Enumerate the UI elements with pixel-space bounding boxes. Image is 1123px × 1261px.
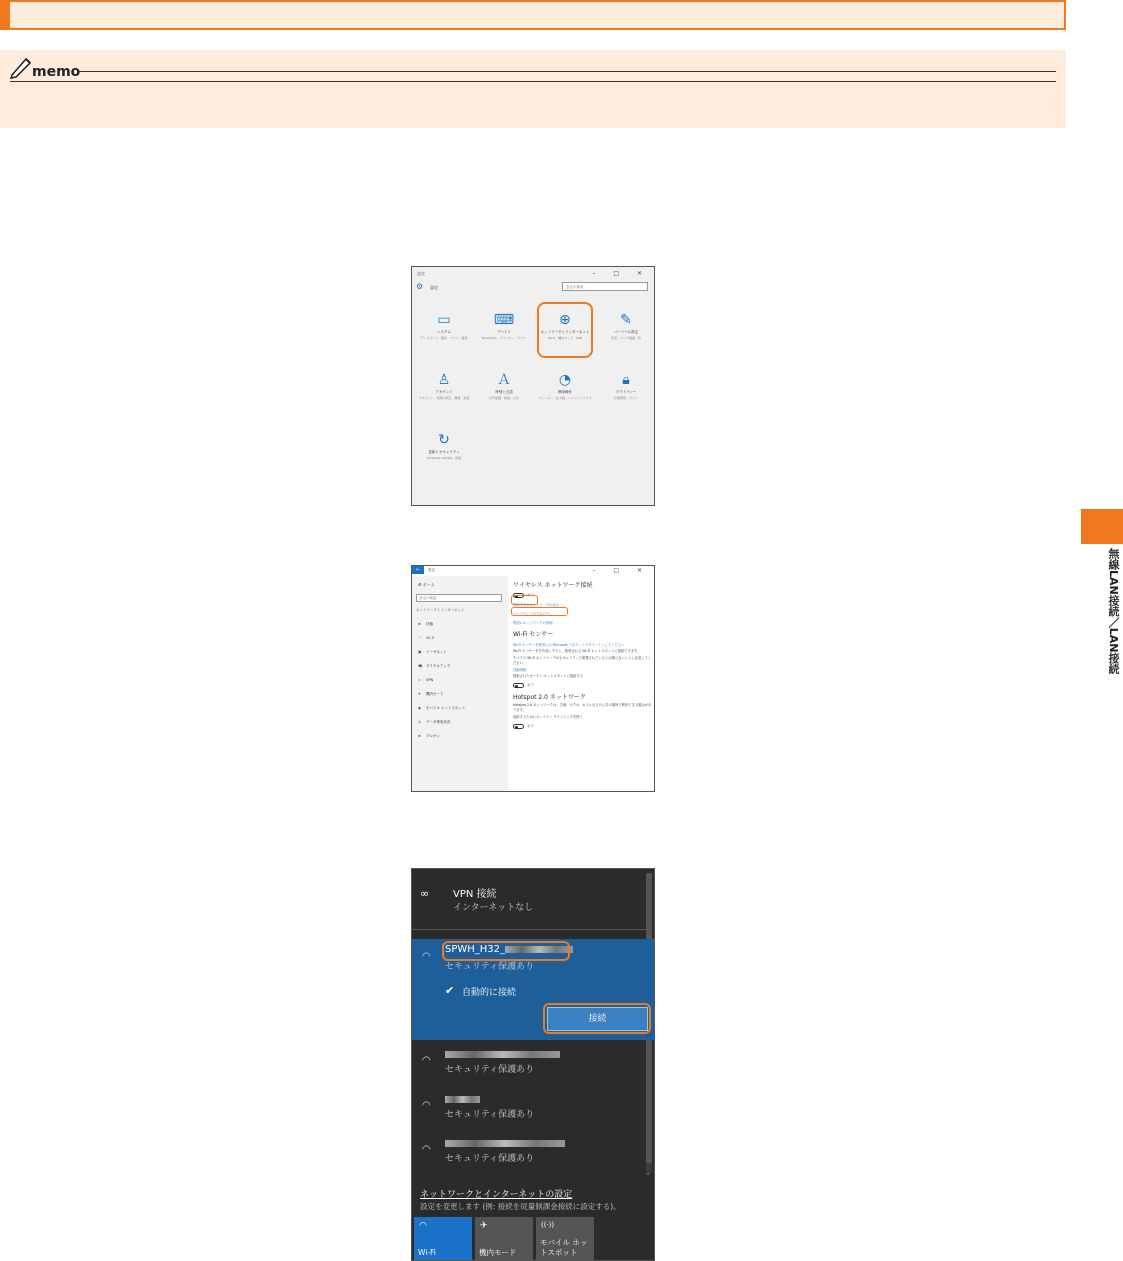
more-info-link[interactable]: 詳細情報 xyxy=(513,668,527,672)
network-ssid-blurred xyxy=(445,1094,480,1105)
wifi-icon: ◠ xyxy=(422,1055,431,1066)
globe-icon: ⊕ xyxy=(559,312,571,328)
personalization-icon: ✎ xyxy=(620,312,632,328)
hotspot20-heading: Hotspot 2.0 ネットワーク xyxy=(513,694,586,701)
network-security: セキュリティ保護あり xyxy=(445,1154,535,1164)
sidebar-item[interactable]: ∞ VPN xyxy=(418,678,434,682)
sidebar-item[interactable]: ▣ イーサネット xyxy=(418,650,447,654)
hotspot-icon: ((·)) xyxy=(541,1221,555,1229)
vpn-icon: ∞ xyxy=(420,887,430,900)
settings-tile[interactable] xyxy=(416,432,472,460)
tile-desc: アカウント、同期の設定、職場、家族 xyxy=(418,396,470,400)
tile-name: アカウント xyxy=(435,390,453,394)
page-title: 設定 xyxy=(430,285,438,290)
memo-label: memo xyxy=(32,64,81,80)
tile-name: システム xyxy=(437,330,451,334)
network-security: セキュリティ保護あり xyxy=(445,1110,535,1120)
network-security: セキュリティ保護あり xyxy=(445,962,535,972)
settings-tile[interactable] xyxy=(476,312,532,340)
settings-tile[interactable] xyxy=(537,372,593,400)
tile-name: 簡単操作 xyxy=(558,390,572,394)
network-ssid-blurred xyxy=(445,1138,565,1149)
wifi-sense-note: すべての Wi-Fi ネットワークがセキュリティで保護されているとは限らないことに注意してください。 xyxy=(513,656,652,665)
gear-icon: ⚙ xyxy=(418,582,423,587)
network-settings-desc: 設定を変更します (例: 接続を従量制課金接続に設定する)。 xyxy=(420,1202,621,1211)
wifi-icon: ◠ xyxy=(422,1144,431,1155)
network-flyout-screenshot xyxy=(411,868,655,1261)
vpn-name: VPN 接続 xyxy=(453,889,497,900)
tile-desc: ディスプレイ、通知、アプリ、電源 xyxy=(420,336,468,340)
divider xyxy=(412,929,648,930)
sidebar-home[interactable]: ⚙ ホーム xyxy=(418,582,435,587)
highlight-connect-button xyxy=(543,1003,651,1034)
tile-desc: 音声認識、地域、日付 xyxy=(488,396,519,400)
airplane-icon: ✈ xyxy=(418,692,421,696)
settings-tile[interactable] xyxy=(598,372,654,400)
airplane-icon: ✈ xyxy=(480,1221,488,1231)
back-arrow-icon[interactable]: ← xyxy=(412,566,424,574)
hotspot20-signup-label: 接続するためにオンライン サインアップを使う xyxy=(513,715,583,719)
sidebar-nav xyxy=(412,618,508,744)
data-usage-icon: ◷ xyxy=(418,720,422,724)
checkbox-icon[interactable]: ✔ xyxy=(445,984,455,997)
network-settings-screenshot xyxy=(411,565,655,792)
vpn-status: インターネットなし xyxy=(453,903,534,913)
time-language-icon: Ａ xyxy=(497,372,511,388)
memo-rule xyxy=(78,71,1056,72)
wireless-heading: ワイヤレス ネットワーク接続 xyxy=(513,582,593,589)
network-item[interactable] xyxy=(412,1092,648,1132)
section-heading-bar xyxy=(0,0,1066,30)
dialup-icon: ☎ xyxy=(418,664,423,668)
sidebar-item[interactable]: ◠ Wi-Fi xyxy=(418,636,435,640)
highlight-network-tile xyxy=(537,302,593,358)
wifi-icon: ◠ xyxy=(422,1100,431,1111)
ethernet-icon: ▣ xyxy=(418,650,422,654)
sidebar-item[interactable]: ◉ モバイル ホットスポット xyxy=(418,706,466,710)
tile-desc: Windows Update、回復 xyxy=(426,456,462,460)
chapter-label: 無線LAN接続／LAN接続 xyxy=(1107,548,1120,675)
tile-desc: 位置情報、カメラ xyxy=(613,396,638,400)
tile-desc: ナレーター、拡大鏡、ハイコントラスト xyxy=(538,396,592,400)
network-ssid-blurred xyxy=(445,1049,560,1060)
devices-icon: ⌨ xyxy=(493,312,515,328)
tile-name: パーソナル設定 xyxy=(613,330,639,334)
quick-action-airplane[interactable]: ✈ 機内モード xyxy=(475,1217,533,1261)
show-networks-link[interactable]: 利用できるネットワークの表示 xyxy=(513,603,560,607)
sidebar-item[interactable]: ☎ ダイヤルアップ xyxy=(418,664,451,668)
update-icon: ↻ xyxy=(438,432,450,448)
proxy-icon: ⊕ xyxy=(418,734,421,738)
hardware-properties-link[interactable]: ハードウェアのプロパティ xyxy=(513,612,553,616)
tile-name: 時刻と言語 xyxy=(495,390,513,394)
account-icon: ♙ xyxy=(437,372,451,388)
wifi-icon: ◠ xyxy=(418,636,422,640)
memo-box xyxy=(0,50,1066,128)
tile-desc: Bluetooth、プリンター、マウス xyxy=(481,336,527,340)
open-hotspot-label: 提案されたオープン ホットスポットに接続する xyxy=(513,674,583,678)
highlight-networks-link xyxy=(511,607,568,616)
tile-name: デバイス xyxy=(497,330,511,334)
window-title: 設定 xyxy=(417,271,425,276)
lock-icon: 🔒︎ xyxy=(622,372,630,388)
hotspot20-desc: Hotspot 2.0 ネットワークは、空港、ホテル、カフェなどの公共の場所で利用できる場合があります。 xyxy=(513,703,652,712)
pencil-icon xyxy=(8,55,34,79)
settings-tile[interactable] xyxy=(416,312,472,340)
sidebar-category: ネットワークとインターネット xyxy=(416,608,465,612)
tile-name: 更新とセキュリティ xyxy=(428,450,460,454)
network-settings-link[interactable]: ネットワークとインターネットの設定 xyxy=(420,1190,573,1200)
wifi-sense-heading: Wi-Fi センサー xyxy=(513,631,554,638)
memo-rule xyxy=(10,81,1056,82)
settings-sidebar xyxy=(412,576,508,792)
wifi-icon: ◠ xyxy=(422,951,431,962)
chapter-tab xyxy=(1081,509,1123,544)
settings-home-screenshot xyxy=(411,266,655,506)
tile-name: ネットワークとインターネット xyxy=(540,330,590,334)
quick-action-hotspot[interactable]: ((·)) モバイル ホットスポット xyxy=(536,1217,594,1261)
globe-icon: ⊕ xyxy=(418,622,421,626)
wireless-toggle[interactable]: オフ xyxy=(513,593,653,598)
network-item[interactable] xyxy=(412,1136,648,1176)
search-input[interactable]: 設定の検索 xyxy=(416,594,502,602)
connect-button[interactable]: 接続 xyxy=(547,1007,648,1031)
chevron-down-icon[interactable]: ⌄ xyxy=(645,1169,651,1177)
tile-desc: 背景、ロック画面、色 xyxy=(611,336,641,340)
settings-tile[interactable] xyxy=(476,372,532,400)
settings-tile[interactable] xyxy=(416,372,472,400)
open-hotspot-toggle[interactable]: オフ xyxy=(513,683,653,688)
hotspot20-toggle[interactable]: オフ xyxy=(513,724,653,729)
tile-desc: Wi-Fi、機内モード、VPN xyxy=(548,336,582,340)
network-security: セキュリティ保護あり xyxy=(445,1065,535,1075)
highlight-ssid xyxy=(442,941,570,961)
gear-icon: ⚙ xyxy=(416,282,424,291)
toggle-switch[interactable] xyxy=(513,683,524,688)
wifi-sense-desc: Wi-Fi センサーをを有効にすると、推奨される Wi-Fi ホットスポットに接続できます。 xyxy=(513,649,641,653)
settings-tile[interactable] xyxy=(598,312,654,340)
tile-name: プライバシー xyxy=(615,390,637,394)
network-item[interactable] xyxy=(412,1047,648,1087)
window-controls[interactable]: – □ ✕ xyxy=(592,270,650,277)
toggle-switch[interactable] xyxy=(513,724,524,729)
window-controls[interactable]: – □ ✕ xyxy=(592,567,650,574)
hotspot-icon: ◉ xyxy=(418,706,422,710)
network-ssid: SPWH_H32_ xyxy=(445,944,573,955)
wifi-icon: ◠ xyxy=(419,1221,427,1231)
wifi-sense-signin-link[interactable]: Wi-Fi センサーを使用には Microsoft アカウントでサインインしてください xyxy=(513,643,625,647)
vpn-icon: ∞ xyxy=(418,678,421,682)
highlight-toggle xyxy=(511,595,538,605)
sidebar-item[interactable]: ✈ 機内モード xyxy=(418,692,444,696)
ease-of-access-icon: ◔ xyxy=(558,372,572,388)
sidebar-item[interactable]: ◷ データ使用状況 xyxy=(418,720,451,724)
laptop-icon: ▭ xyxy=(437,312,451,328)
auto-connect-label: 自動的に接続 xyxy=(462,988,517,998)
sidebar-item[interactable]: ⊕ プロキシ xyxy=(418,734,440,738)
window-title: 設定 xyxy=(428,568,435,572)
manage-known-networks-link[interactable]: 既知のネットワークの管理 xyxy=(513,621,553,625)
search-input[interactable]: 設定の検索 xyxy=(562,282,648,291)
title-bar xyxy=(412,566,654,576)
sidebar-item[interactable]: ⊕ 状態 xyxy=(418,622,433,626)
quick-action-wifi[interactable]: ◠ Wi-Fi xyxy=(414,1217,472,1261)
